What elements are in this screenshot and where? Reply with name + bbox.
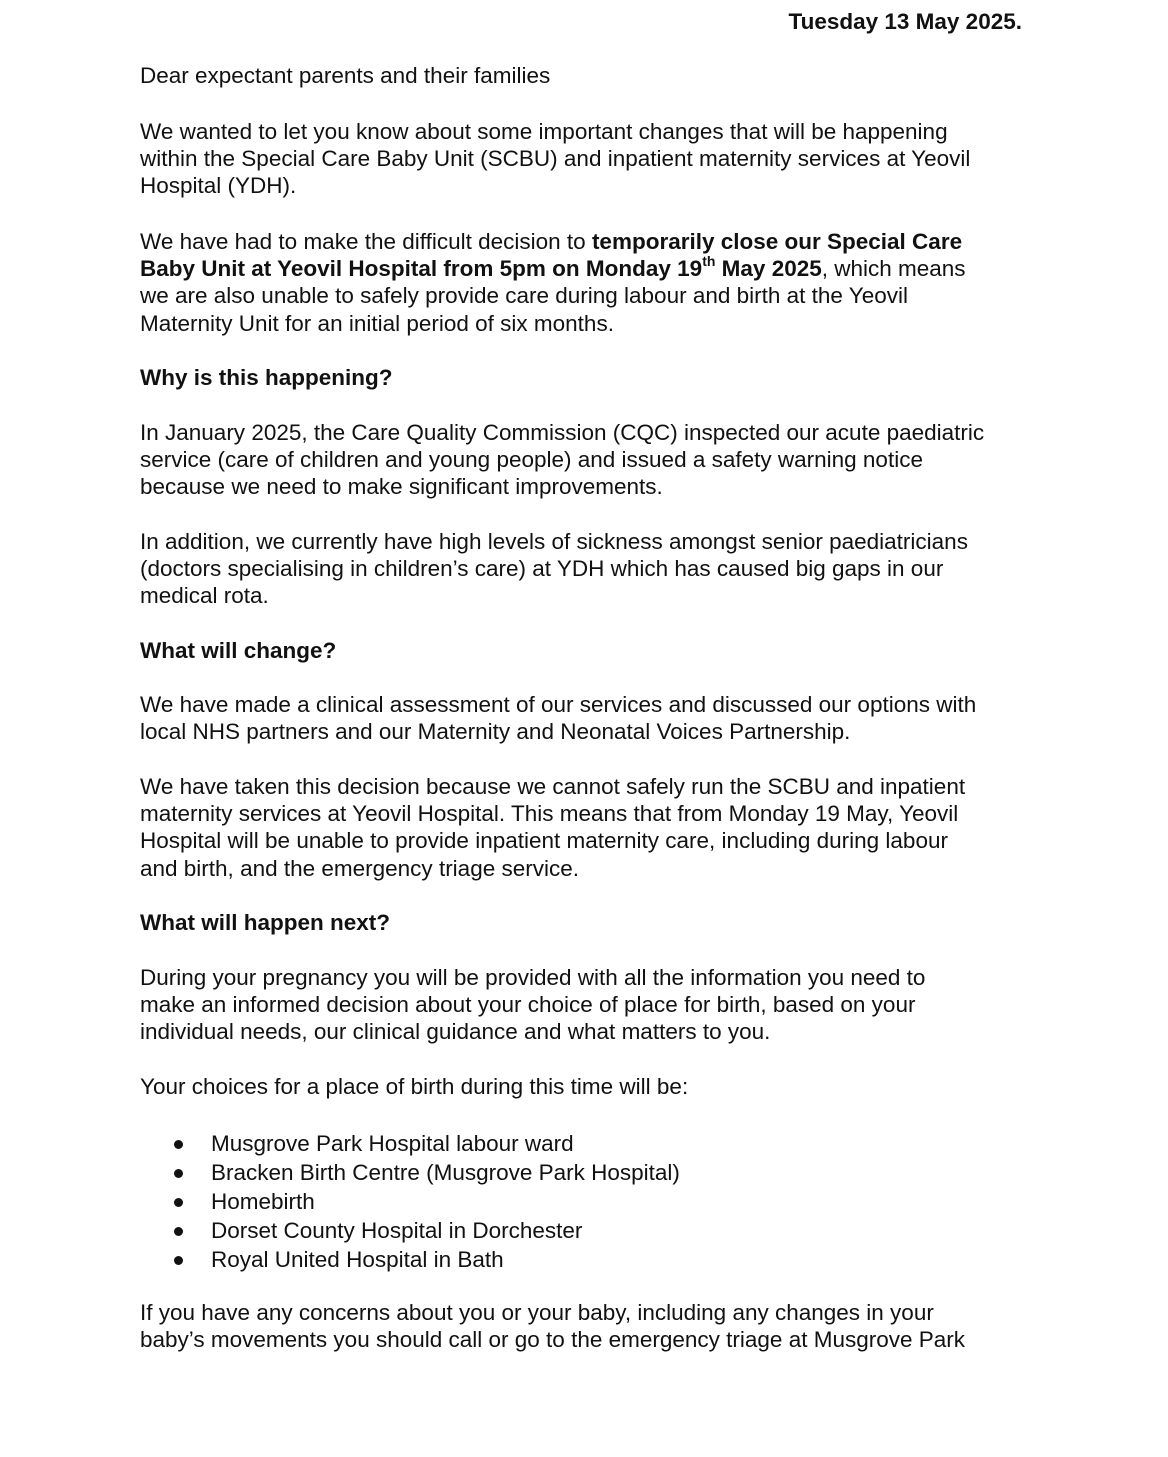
text-line: Your choices for a place of birth during this time will be: — [140, 1074, 689, 1099]
text-line — [140, 252, 1030, 282]
decision-bold-c: May 2025 — [715, 256, 822, 282]
list-item-text: Musgrove Park Hospital labour ward — [211, 1131, 574, 1156]
text-line: medical rota. — [140, 583, 269, 609]
text-line: maternity services at Yeovil Hospital. This means that from Monday 19 May, Yeovil — [140, 801, 959, 827]
text-line: We wanted to let you know about some important changes that will be happening — [140, 119, 948, 144]
list-item-text: Royal United Hospital in Bath — [211, 1247, 504, 1272]
why-paragraph-2 — [140, 528, 1030, 610]
change-paragraph-1 — [140, 691, 1030, 745]
decision-bold-a: temporarily close our Special Care — [591, 229, 963, 254]
why-paragraph-1 — [140, 419, 1030, 501]
text-line: We have made a clinical assessment of our services and discussed our options with — [140, 692, 977, 717]
list-item — [140, 1129, 1030, 1158]
bullet-icon — [174, 1140, 183, 1149]
heading-next — [140, 909, 1030, 936]
letter-date: Tuesday 13 May 2025. — [788, 9, 1022, 34]
text-line: we are also unable to safely provide care during labour and birth at the Yeovil — [140, 283, 908, 309]
text-line: baby’s movements you should call or go to the emergency triage at Musgrove Park — [140, 1327, 966, 1353]
text-line: (doctors specialising in children’s care) at YDH which has caused big gaps in our — [140, 556, 944, 582]
text-line: service (care of children and young people) and issued a safety warning notice — [140, 447, 923, 473]
heading-text: Why is this happening? — [140, 365, 393, 390]
decision-paragraph — [140, 228, 1030, 337]
bullet-icon — [174, 1169, 183, 1178]
birth-choices-list — [140, 1129, 1030, 1274]
text-line: During your pregnancy you will be provided with all the information you need to — [140, 965, 926, 990]
list-item — [140, 1216, 1030, 1245]
text-line: If you have any concerns about you or your baby, including any changes in your — [140, 1300, 934, 1325]
heading-why — [140, 364, 1030, 391]
bullet-icon — [174, 1227, 183, 1236]
concerns-paragraph — [140, 1299, 1030, 1353]
letter-page — [140, 0, 1030, 1457]
change-paragraph-2 — [140, 773, 1030, 882]
list-item-text: Bracken Birth Centre (Musgrove Park Hospital) — [211, 1160, 680, 1185]
decision-lead: We have had to make the difficult decision to — [140, 229, 592, 254]
text-line: Hospital will be unable to provide inpatient maternity care, including during labour — [140, 828, 948, 854]
decision-tail: , which means — [821, 256, 966, 282]
salutation — [140, 62, 1030, 89]
intro-paragraph — [140, 118, 1030, 200]
text-line: local NHS partners and our Maternity and Neonatal Voices Partnership. — [140, 719, 851, 745]
salutation-text: Dear expectant parents and their families — [140, 63, 551, 88]
bullet-icon — [174, 1198, 183, 1207]
decision-bold-b: Baby Unit at Yeovil Hospital from 5pm on Monday 19 — [140, 256, 703, 282]
text-line — [140, 228, 1030, 255]
text-line: We have taken this decision because we cannot safely run the SCBU and inpatient — [140, 774, 966, 799]
text-line: Hospital (YDH). — [140, 173, 297, 199]
list-item — [140, 1245, 1030, 1274]
text-line: individual needs, our clinical guidance and what matters to you. — [140, 1019, 771, 1045]
list-item-text: Dorset County Hospital in Dorchester — [211, 1218, 583, 1243]
list-item — [140, 1187, 1030, 1216]
heading-text: What will happen next? — [140, 910, 391, 935]
text-line: In addition, we currently have high levels of sickness amongst senior paediatricians — [140, 529, 968, 554]
choices-intro — [140, 1073, 1030, 1100]
text-line: Maternity Unit for an initial period of six months. — [140, 310, 614, 336]
list-item-text: Homebirth — [211, 1189, 315, 1214]
text-line: within the Special Care Baby Unit (SCBU) and inpatient maternity services at Yeovil — [140, 146, 971, 172]
bullet-icon — [174, 1256, 183, 1265]
text-line: make an informed decision about your choice of place for birth, based on your — [140, 992, 916, 1018]
heading-change — [140, 637, 1030, 664]
heading-text: What will change? — [140, 638, 337, 663]
list-item — [140, 1158, 1030, 1187]
text-line: because we need to make significant improvements. — [140, 474, 663, 500]
next-paragraph-1 — [140, 964, 1030, 1046]
ordinal-suffix: th — [702, 252, 716, 269]
text-line: In January 2025, the Care Quality Commission (CQC) inspected our acute paediatric — [140, 420, 985, 445]
text-line: and birth, and the emergency triage service. — [140, 855, 579, 881]
